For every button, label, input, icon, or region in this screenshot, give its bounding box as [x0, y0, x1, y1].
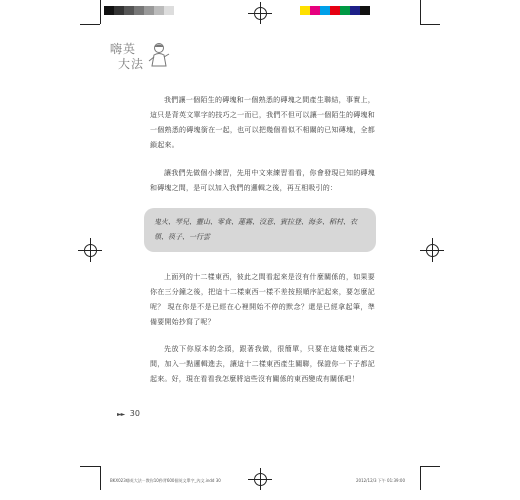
print-slug-timestamp: 2012/12/3 下午 01:39:00 [356, 478, 406, 483]
crop-mark [420, 466, 440, 467]
crop-mark [100, 0, 101, 24]
crop-mark [420, 24, 440, 25]
color-swatch [340, 6, 350, 15]
color-swatch [164, 6, 174, 15]
color-swatch [144, 6, 154, 15]
body-paragraph: 先放下你原本的念頭，跟著我做，很簡單，只要在這幾樣東西之間，加入一點邏輯進去，讓這十二樣東西產生關聯，保證你一下子都記起來。好，現在看看我怎麼將這些沒有關係的東西變成有關係吧！ [150, 345, 375, 383]
body-paragraph: 上面列的十二樣東西，彼此之間看起來是沒有什麼關係的，如果要你在三分鐘之後，把這十二樣東西一樣不差按照順序記起來，要怎麼記呢？ 現在你是不是已經在心裡開始不停的默念？還是已經拿起筆，準備要開始抄寫了呢？ [150, 273, 375, 326]
color-swatch [370, 6, 380, 15]
body-paragraph: 讓我們先做個小練習，先用中文來練習看看，你會發現已知的磚塊和磚塊之間，是可以加入我們的邏輯之後，再互相吸引的： [150, 169, 375, 192]
crop-mark [100, 466, 101, 490]
color-swatch [310, 6, 320, 15]
color-swatch [174, 6, 184, 15]
cartoon-figure-icon [148, 42, 170, 68]
color-swatch [300, 6, 310, 15]
logo-text-line1: 嗨英 [110, 42, 137, 56]
book-logo [110, 40, 170, 80]
color-swatch [360, 6, 370, 15]
crop-mark [80, 466, 100, 467]
print-slug-filename: BKX023嗨英大法－教你10秒背600個英文單字_內文.indd 30 [110, 478, 221, 483]
crop-mark [420, 466, 421, 490]
page-number: 30 [129, 409, 140, 418]
registration-mark-left [78, 238, 102, 262]
registration-mark-top [248, 2, 272, 24]
color-swatch [320, 6, 330, 15]
registration-mark-bottom [248, 468, 272, 490]
grayscale-color-bar [104, 6, 184, 15]
word-list-text: 鬼火、琴兒、靈山、零食、蓮霧、沒意、賓拉登、海多、稻村、衣領、筷子、一行雲 [154, 218, 357, 241]
double-arrow-icon: ►► [117, 411, 125, 418]
body-paragraph: 我們讓一個陌生的磚塊和一個熟悉的磚塊之間產生聯結，事實上，這只是背英文單字的技巧之一而已，我們不但可以讓一個陌生的磚塊和一個熟悉的磚塊銜在一起，也可以把幾個看似不相關的已知磚塊，全都鎖起來。 [150, 96, 375, 149]
color-swatch [154, 6, 164, 15]
color-swatch [124, 6, 134, 15]
color-swatch [350, 6, 360, 15]
crop-mark [420, 0, 421, 24]
color-swatch [104, 6, 114, 15]
color-swatch [134, 6, 144, 15]
page-folio [117, 409, 140, 418]
logo-text-line2: 大法 [118, 57, 145, 71]
color-swatch [330, 6, 340, 15]
crop-mark [80, 24, 100, 25]
color-swatch [114, 6, 124, 15]
cmyk-color-bar [300, 6, 380, 15]
registration-mark-right [420, 238, 444, 262]
word-list-box [144, 208, 376, 252]
